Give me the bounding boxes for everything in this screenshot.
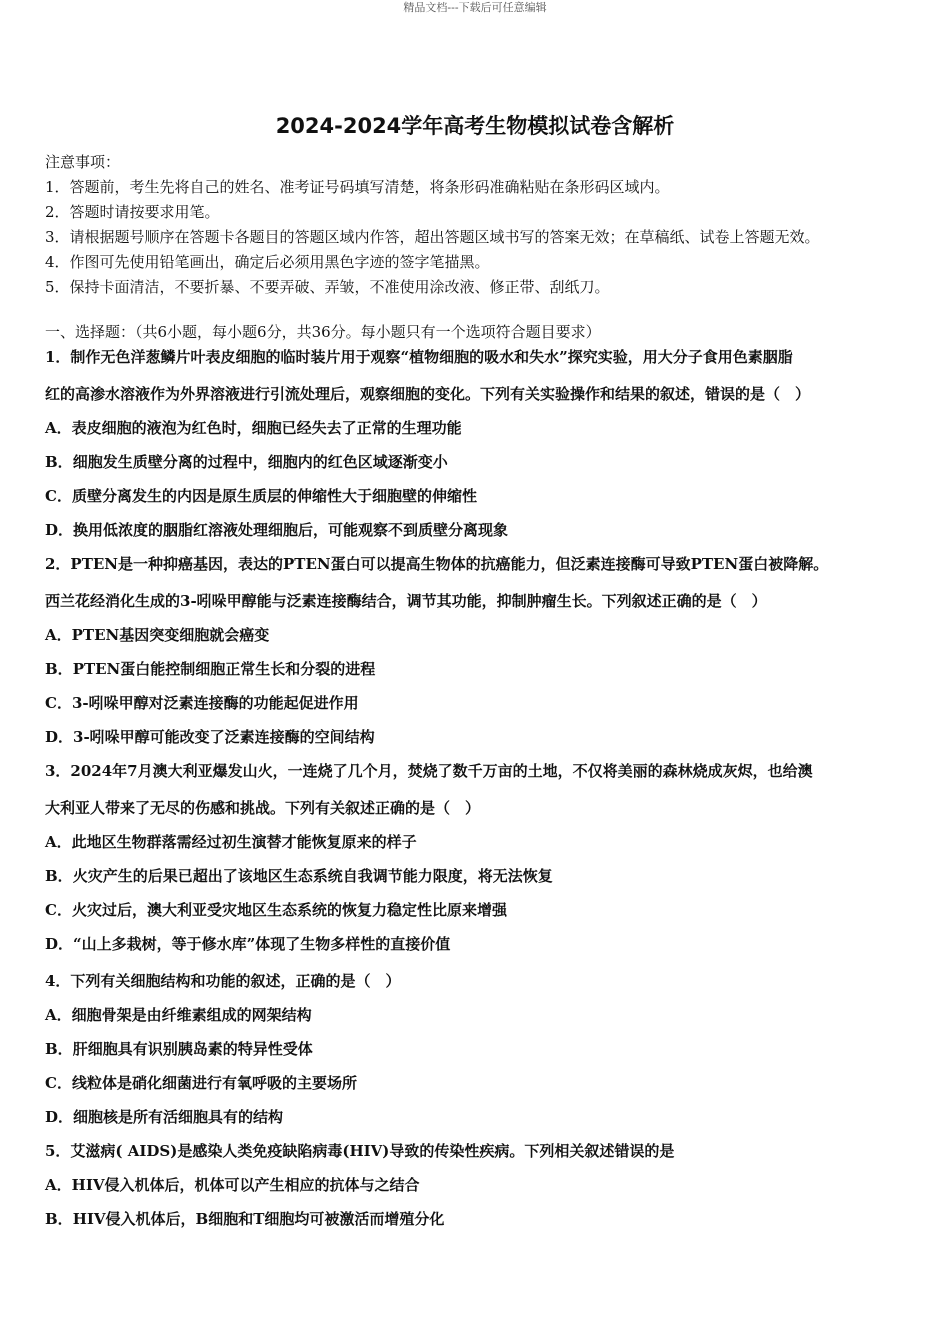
option-key: B．	[45, 1040, 73, 1058]
question-stem: 5．艾滋病( AIDS)是感染人类免疫缺陷病毒(HIV)导致的传染性疾病。下列相关叙述错误的是	[45, 1142, 675, 1160]
option-a	[45, 416, 925, 441]
option-c	[45, 898, 925, 923]
option-key: B．	[45, 1210, 73, 1228]
header-note: 精品文档---下载后可任意编辑	[403, 1, 547, 14]
option-key: D．	[45, 728, 74, 746]
document-body	[45, 150, 925, 1232]
option-text: 火灾产生的后果已超出了该地区生态系统自我调节能力限度，将无法恢复	[72, 867, 553, 885]
option-a	[45, 623, 925, 648]
question-2	[45, 552, 925, 750]
option-a	[45, 830, 925, 855]
option-key: A．	[45, 833, 72, 851]
question-stem: 红的高渗水溶液作为外界溶液进行引流处理后，观察细胞的变化。下列有关实验操作和结果的叙述，错误的是（ ）	[45, 385, 811, 403]
option-text: PTEN基因突变细胞就会癌变	[71, 626, 270, 644]
option-key: B．	[45, 453, 73, 471]
option-text: 3-吲哚甲醇可能改变了泛素连接酶的空间结构	[73, 728, 375, 746]
option-key: D．	[45, 935, 74, 953]
option-key: A．	[45, 1176, 72, 1194]
option-a	[45, 1003, 925, 1028]
notice-item: 4．作图可先使用铅笔画出，确定后必须用黑色字迹的签字笔描黑。	[45, 253, 490, 271]
option-b	[45, 1207, 925, 1232]
section-heading: 一、选择题：（共6小题，每小题6分，共36分。每小题只有一个选项符合题目要求）	[45, 323, 601, 341]
option-text: 细胞骨架是由纤维素组成的网架结构	[71, 1006, 312, 1024]
option-text: 火灾过后，澳大利亚受灾地区生态系统的恢复力稳定性比原来增强	[71, 901, 507, 919]
option-key: B．	[45, 660, 73, 678]
option-text: HIV侵入机体后，机体可以产生相应的抗体与之结合	[71, 1176, 420, 1194]
notice-section	[45, 150, 925, 300]
question-stem: 4．下列有关细胞结构和功能的叙述，正确的是（ ）	[45, 972, 401, 990]
question-stem: 1．制作无色洋葱鳞片叶表皮细胞的临时装片用于观察“植物细胞的吸水和失水”探究实验，用大分子食用色素胭脂	[45, 348, 793, 366]
option-b	[45, 1037, 925, 1062]
option-d	[45, 1105, 925, 1130]
option-text: 细胞核是所有活细胞具有的结构	[73, 1108, 284, 1126]
option-d	[45, 725, 925, 750]
option-text: 质壁分离发生的内因是原生质层的伸缩性大于细胞壁的伸缩性	[71, 487, 477, 505]
option-a	[45, 1173, 925, 1198]
option-text: 肝细胞具有识别胰岛素的特异性受体	[72, 1040, 313, 1058]
option-d	[45, 518, 925, 543]
option-b	[45, 864, 925, 889]
option-c	[45, 1071, 925, 1096]
option-key: C．	[45, 1074, 72, 1092]
option-d	[45, 932, 925, 957]
question-4	[45, 969, 925, 1130]
option-key: C．	[45, 487, 72, 505]
question-stem: 西兰花经消化生成的3-吲哚甲醇能与泛素连接酶结合，调节其功能，抑制肿瘤生长。下列叙述正确的是（ ）	[45, 592, 767, 610]
notice-item: 2．答题时请按要求用笔。	[45, 203, 220, 221]
question-1	[45, 345, 925, 543]
option-c	[45, 484, 925, 509]
option-key: A．	[45, 626, 72, 644]
page-title: 2024-2024学年高考生物模拟试卷含解析	[275, 114, 675, 138]
option-text: HIV侵入机体后，B细胞和T细胞均可被激活而增殖分化	[72, 1210, 445, 1228]
option-key: A．	[45, 1006, 72, 1024]
option-key: C．	[45, 901, 72, 919]
option-b	[45, 657, 925, 682]
option-key: C．	[45, 694, 72, 712]
option-b	[45, 450, 925, 475]
notice-item: 1．答题前，考生先将自己的姓名、准考证号码填写清楚，将条形码准确粘贴在条形码区域内。	[45, 178, 670, 196]
option-key: D．	[45, 521, 74, 539]
option-c	[45, 691, 925, 716]
question-5	[45, 1139, 925, 1232]
question-stem: 2．PTEN是一种抑癌基因，表达的PTEN蛋白可以提高生物体的抗癌能力，但泛素连接酶可导致PTEN蛋白被降解。	[45, 555, 829, 573]
option-text: 细胞发生质壁分离的过程中，细胞内的红色区域逐渐变小	[72, 453, 448, 471]
option-text: PTEN蛋白能控制细胞正常生长和分裂的进程	[72, 660, 376, 678]
option-text: 此地区生物群落需经过初生演替才能恢复原来的样子	[71, 833, 417, 851]
question-3	[45, 759, 925, 957]
option-text: 线粒体是硝化细菌进行有氧呼吸的主要场所	[71, 1074, 357, 1092]
option-text: 表皮细胞的液泡为红色时，细胞已经失去了正常的生理功能	[71, 419, 462, 437]
question-stem: 3．2024年7月澳大利亚爆发山火，一连烧了几个月，焚烧了数千万亩的土地，不仅将美丽的森林烧成灰烬，也给澳	[45, 762, 813, 780]
question-stem: 大利亚人带来了无尽的伤感和挑战。下列有关叙述正确的是（ ）	[45, 799, 481, 817]
option-key: D．	[45, 1108, 74, 1126]
option-key: A．	[45, 419, 72, 437]
option-text: “山上多栽树，等于修水库”体现了生物多样性的直接价值	[73, 935, 451, 953]
option-text: 3-吲哚甲醇对泛素连接酶的功能起促进作用	[71, 694, 359, 712]
notice-heading: 注意事项：	[45, 153, 121, 171]
option-key: B．	[45, 867, 73, 885]
notice-item: 3．请根据题号顺序在答题卡各题目的答题区域内作答，超出答题区域书写的答案无效；在草稿纸、试卷上答题无效。	[45, 228, 820, 246]
notice-item: 5．保持卡面清洁，不要折暴、不要弄破、弄皱，不准使用涂改液、修正带、刮纸刀。	[45, 278, 610, 296]
option-text: 换用低浓度的胭脂红溶液处理细胞后，可能观察不到质壁分离现象	[73, 521, 509, 539]
